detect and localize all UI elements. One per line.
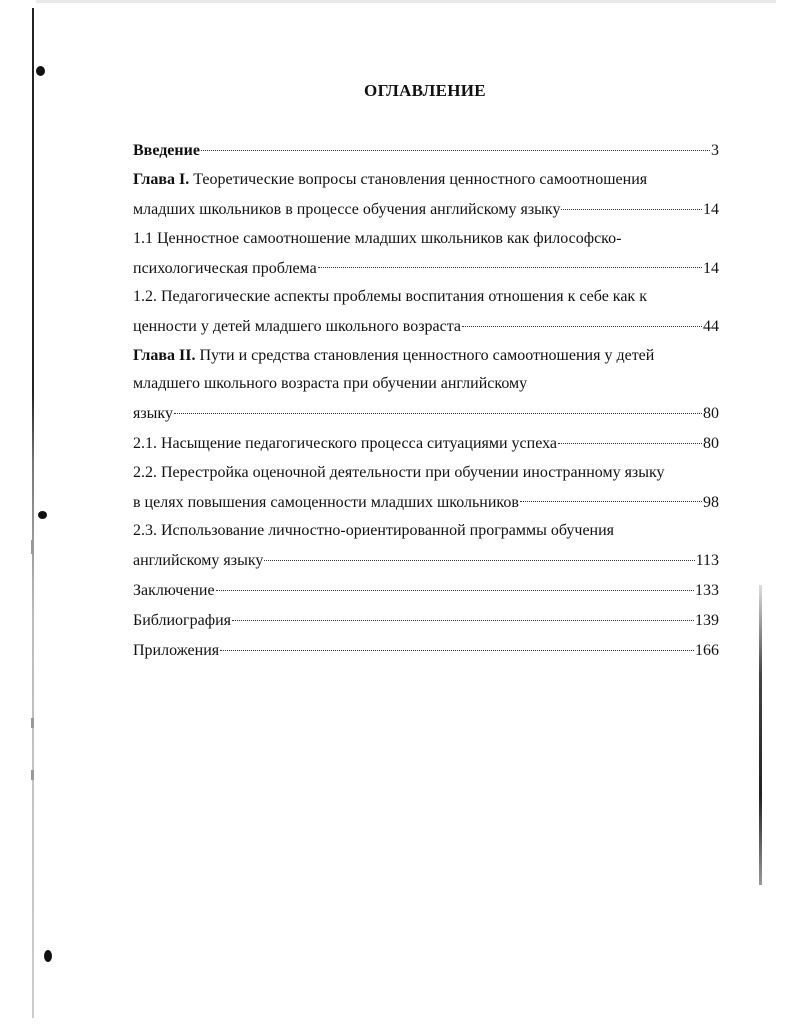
toc-page-number: 113 — [695, 552, 719, 570]
scan-tick — [31, 718, 34, 728]
toc-entry-text: Заключение — [133, 582, 215, 600]
dot-leader — [318, 249, 702, 268]
toc-entry-text: 1.2. Педагогические аспекты проблемы воспитания отношения к себе как к — [133, 288, 647, 306]
toc-entry-text: в целях повышения самоценности младших школьников — [133, 493, 519, 511]
toc-entry-section-1-1 — [133, 225, 719, 284]
toc-entry-text: Библиография — [133, 612, 231, 630]
dot-leader — [558, 424, 702, 443]
toc-entry-text: 2.1. Насыщение педагогического процесса ситуациями успеха — [133, 435, 557, 453]
toc-entry-introduction — [133, 136, 719, 166]
dot-leader — [174, 394, 702, 413]
toc-entry-text: Приложения — [133, 642, 220, 660]
dot-leader — [520, 483, 702, 502]
page-title: ОГЛАВЛЕНИЕ — [364, 81, 486, 100]
toc-entry-text: 1.1 Ценностное самоотношение младших школьников как философско- — [133, 229, 622, 247]
table-of-contents — [133, 136, 719, 666]
punch-hole-mark — [38, 511, 47, 519]
dot-leader — [216, 572, 694, 591]
toc-entry-section-1-2 — [133, 283, 719, 342]
dot-leader — [232, 602, 694, 621]
dot-leader — [220, 632, 694, 651]
toc-page-number: 44 — [703, 318, 719, 336]
toc-page-number: 80 — [703, 435, 719, 453]
toc-page-number: 14 — [703, 200, 719, 218]
toc-entry-text: младших школьников в процессе обучения английскому языку — [133, 200, 561, 218]
toc-page-number: 14 — [703, 259, 719, 277]
toc-entry-appendices — [133, 636, 719, 666]
toc-entry-label: Введение — [133, 142, 200, 160]
chapter-label: Глава II. — [133, 346, 196, 364]
toc-entry-section-2-3 — [133, 517, 719, 576]
toc-page-number: 3 — [711, 142, 719, 160]
toc-entry-chapter-1 — [133, 166, 719, 225]
toc-entry-text: младшего школьного возраста при обучении английскому — [133, 375, 528, 393]
scan-tick — [31, 770, 34, 780]
toc-entry-section-2-1 — [133, 429, 719, 459]
scan-top-edge — [36, 0, 776, 3]
toc-page-number: 98 — [703, 493, 719, 511]
punch-hole-mark — [36, 66, 45, 76]
toc-page-number: 133 — [695, 582, 719, 600]
dot-leader — [264, 542, 694, 561]
dot-leader — [462, 307, 702, 326]
scan-tick — [31, 540, 34, 554]
toc-entry-text: языку — [133, 405, 173, 423]
toc-page-number: 139 — [695, 612, 719, 630]
toc-page-number: 80 — [703, 405, 719, 423]
dot-leader — [201, 132, 710, 151]
scan-binding-line — [32, 8, 34, 1018]
punch-hole-mark — [44, 950, 52, 962]
scan-right-edge — [759, 585, 762, 885]
chapter-label: Глава I. — [133, 170, 190, 188]
toc-entry-text: психологическая проблема — [133, 259, 317, 277]
toc-entry-text: Пути и средства становления ценностного самоотношения у детей — [199, 346, 655, 364]
dot-leader — [561, 190, 702, 209]
toc-entry-chapter-2 — [133, 342, 719, 429]
toc-entry-text: ценности у детей младшего школьного возраста — [133, 318, 462, 336]
toc-entry-text: Теоретические вопросы становления ценностного самоотношения — [193, 170, 648, 188]
toc-entry-section-2-2 — [133, 459, 719, 518]
toc-entry-text: английскому языку — [133, 552, 264, 570]
toc-entry-text: 2.2. Перестройка оценочной деятельности при обучении иностранному языку — [133, 463, 665, 481]
toc-entry-text: 2.3. Использование личностно-ориентированной программы обучения — [133, 522, 615, 540]
toc-page-number: 166 — [695, 642, 719, 660]
